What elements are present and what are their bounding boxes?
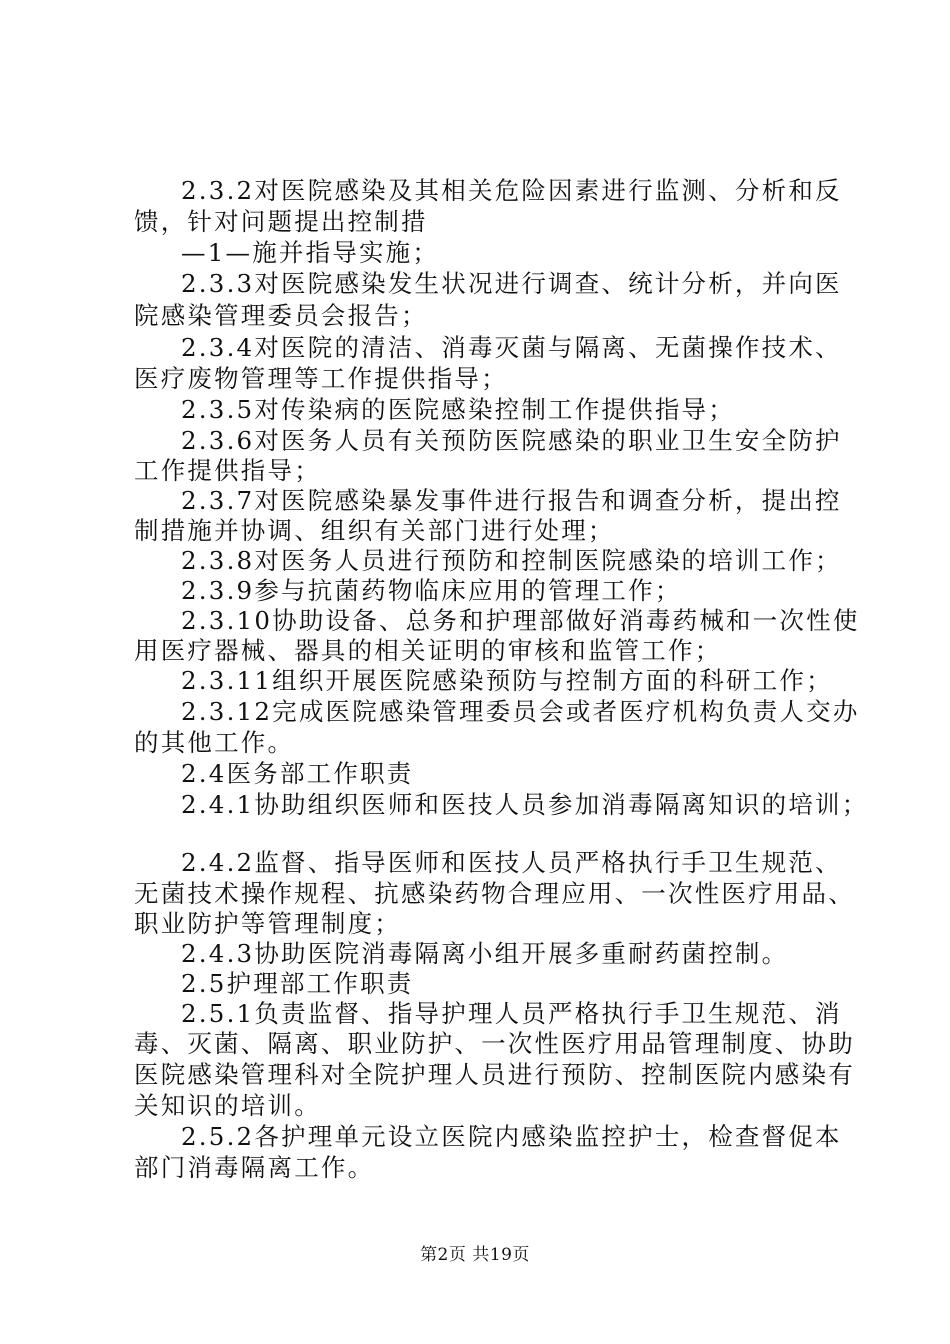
text-line: 2.3.11组织开展医院感染预防与控制方面的科研工作； [181, 666, 833, 695]
text-line: 医疗废物管理等工作提供指导； [134, 364, 508, 393]
text-line: 2.3.9参与抗菌药物临床应用的管理工作； [181, 576, 682, 605]
text-line: 2.3.4对医院的清洁、消毒灭菌与隔离、无菌操作技术、 [181, 333, 842, 362]
text-line: 工作提供指导； [134, 456, 321, 485]
text-line: —1—施并指导实施； [181, 238, 440, 267]
page-number-footer: 第2页 共19页 [420, 1245, 530, 1265]
text-line: 馈，针对问题提出控制措 [134, 207, 428, 236]
text-line: 2.3.2对医院感染及其相关危险因素进行监测、分析和反 [181, 176, 842, 205]
text-line: 用医疗器械、器具的相关证明的审核和监管工作； [134, 636, 722, 665]
text-line: 2.4.1协助组织医师和医技人员参加消毒隔离知识的培训； [181, 790, 869, 819]
text-line: 2.3.8对医务人员进行预防和控制医院感染的培训工作； [181, 546, 842, 575]
text-line: 2.4.2监督、指导医师和医技人员严格执行手卫生规范、 [181, 848, 842, 877]
text-line: 院感染管理委员会报告； [134, 301, 428, 330]
text-line: 2.3.3对医院感染发生状况进行调查、统计分析，并向医 [181, 269, 842, 298]
text-line: 关知识的培训。 [134, 1091, 321, 1120]
section-heading: 2.5护理部工作职责 [181, 969, 414, 998]
text-line: 毒、灭菌、隔离、职业防护、一次性医疗用品管理制度、协助 [134, 1029, 855, 1058]
text-line: 2.3.5对传染病的医院感染控制工作提供指导； [181, 395, 735, 424]
text-line: 2.3.7对医院感染暴发事件进行报告和调查分析，提出控 [181, 486, 842, 515]
text-line: 职业防护等管理制度； [134, 909, 401, 938]
text-line: 制措施并协调、组织有关部门进行处理； [134, 516, 615, 545]
text-line: 的其他工作。 [134, 728, 295, 757]
text-line: 医院感染管理科对全院护理人员进行预防、控制医院内感染有 [134, 1060, 855, 1089]
text-line: 2.4.3协助医院消毒隔离小组开展多重耐药菌控制。 [181, 939, 789, 968]
text-line: 2.3.6对医务人员有关预防医院感染的职业卫生安全防护 [181, 426, 842, 455]
text-line: 2.5.2各护理单元设立医院内感染监控护士，检查督促本 [181, 1122, 842, 1151]
text-line: 无菌技术操作规程、抗感染药物合理应用、一次性医疗用品、 [134, 879, 855, 908]
text-line: 2.3.12完成医院感染管理委员会或者医疗机构负责人交办 [181, 697, 860, 726]
text-line: 部门消毒隔离工作。 [134, 1153, 375, 1182]
section-heading: 2.4医务部工作职责 [181, 759, 414, 788]
text-line: 2.3.10协助设备、总务和护理部做好消毒药械和一次性使 [181, 606, 860, 635]
text-line: 2.5.1负责监督、指导护理人员严格执行手卫生规范、消 [181, 999, 842, 1028]
